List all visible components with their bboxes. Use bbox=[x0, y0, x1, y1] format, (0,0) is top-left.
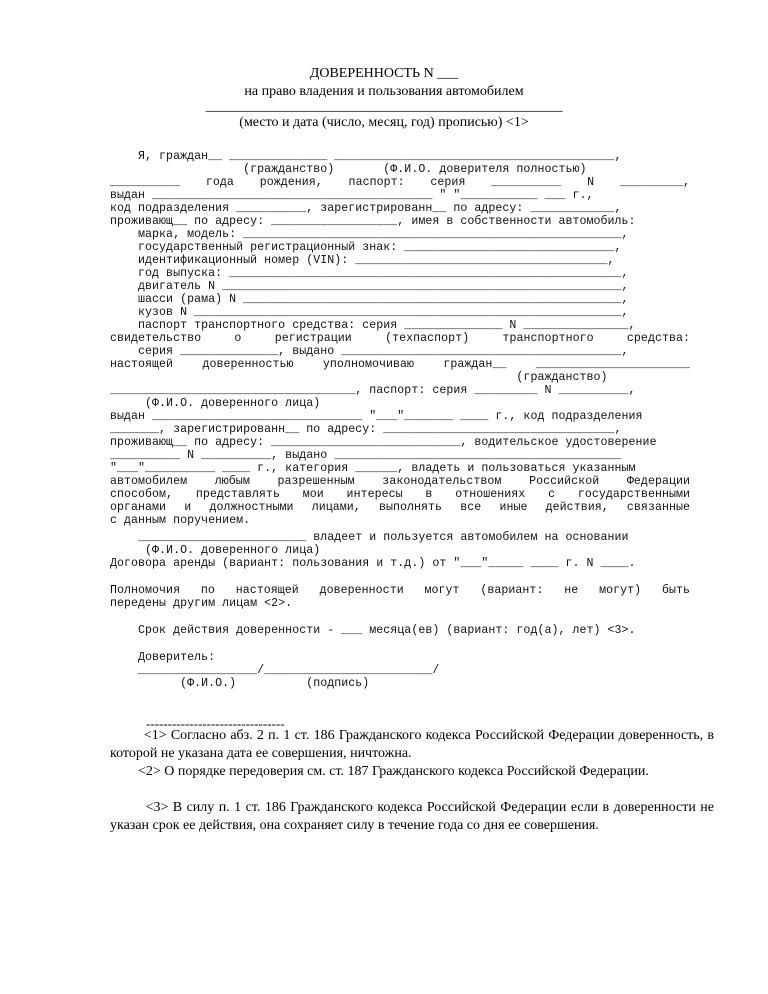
form-line: паспорт транспортного средства: серия ______________ N _______________, bbox=[110, 319, 636, 332]
form-line: Полномочия по настоящей доверенности могут (вариант: не могут) быть bbox=[110, 584, 690, 597]
form-line: органами и должностными лицами, выполнять все иные действия, связанные bbox=[110, 501, 690, 514]
form-line: (гражданство) (Ф.И.О. доверителя полностью) bbox=[110, 163, 587, 176]
footnote: <2> О порядке передоверия см. ст. 187 Гражданского кодекса Российской Федерации. bbox=[110, 764, 649, 779]
form-line: код подразделения __________, зарегистрированн__ по адресу: ____________, bbox=[110, 202, 622, 215]
form-line: _________________/________________________/ bbox=[110, 664, 440, 677]
form-line: (Ф.И.О.) (подпись) bbox=[110, 677, 370, 690]
form-line: проживающ__ по адресу: __________________, имея в собственности автомобиль: bbox=[110, 215, 636, 228]
form-line: год выпуска: ________________________________________________________, bbox=[110, 267, 629, 280]
footnote: <3> В силу п. 1 ст. 186 Гражданского кодекса Российской Федерации если в доверенности не указан срок ее действия, она сохраняет силу в течение года со дня ее совершения. bbox=[110, 800, 718, 833]
form-line: ___________________________________, паспорт: серия _________ N __________, bbox=[110, 384, 636, 397]
form-line: с данным поручением. bbox=[110, 514, 251, 527]
form-line: передены другим лицам <2>. bbox=[110, 597, 293, 610]
form-line: (гражданство) bbox=[110, 371, 608, 384]
form-line: __________ N __________, выдано _________________________________________ bbox=[110, 449, 622, 462]
place-date-blank: ______________________________________________________ bbox=[205, 99, 563, 114]
form-line: двигатель N _________________________________________________________, bbox=[110, 280, 629, 293]
form-line: настоящей доверенностью уполномочиваю граждан__ ______________________ bbox=[110, 358, 690, 371]
form-line: проживающ__ по адресу: ___________________________, водительское удостоверение bbox=[110, 436, 657, 449]
form-line: Я, граждан__ ______________ ________________________________________, bbox=[110, 150, 622, 163]
form-line: Договора аренды (вариант: пользования и т.д.) от "___"_____ ____ г. N ____. bbox=[110, 557, 636, 570]
form-line: "___"__________ ____ г., категория ______, владеть и пользоваться указанным bbox=[110, 462, 636, 475]
form-line: способом, представлять мои интересы в отношениях с государственными bbox=[110, 488, 690, 501]
form-line: свидетельство о регистрации (техпаспорт) транспортного средства: bbox=[110, 332, 690, 345]
form-line: (Ф.И.О. доверенного лица) bbox=[110, 397, 321, 410]
form-line: ________________________ владеет и пользуется автомобилем на основании bbox=[110, 531, 629, 544]
form-line: государственный регистрационный знак: ______________________________, bbox=[110, 241, 622, 254]
form-line: __________ года рождения, паспорт: серия __________ N _________, bbox=[110, 176, 690, 189]
footnote: <1> Согласно абз. 2 п. 1 ст. 186 Гражданского кодекса Российской Федерации доверенность, в которой не указана дата ее совершения, ничтожна. bbox=[110, 728, 718, 761]
form-line: серия ______________, выдано ________________________________________, bbox=[110, 345, 629, 358]
form-line: идентификационный номер (VIN): ____________________________________, bbox=[110, 254, 615, 267]
form-line: выдан ________________________________________ " "___________ ___ г., bbox=[110, 189, 594, 202]
form-line: выдан ______________________________ "___"_______ ____ г., код подразделения bbox=[110, 410, 643, 423]
form-line: кузов N _____________________________________________________________, bbox=[110, 306, 629, 319]
form-line: (Ф.И.О. доверенного лица) bbox=[110, 544, 321, 557]
form-line: марка, модель: ______________________________________________________, bbox=[110, 228, 629, 241]
footnote-separator: -------------------------------- bbox=[146, 716, 285, 731]
form-line: шасси (рама) N ______________________________________________________, bbox=[110, 293, 629, 306]
document-title: ДОВЕРЕННОСТЬ N ___ bbox=[309, 66, 459, 81]
form-line: Доверитель: bbox=[110, 651, 216, 664]
form-line: _______, зарегистрированн__ по адресу: _________________________________, bbox=[110, 423, 622, 436]
form-line: Срок действия доверенности - ___ месяца(ев) (вариант: год(а), лет) <3>. bbox=[110, 624, 636, 637]
document-subtitle: на право владения и пользования автомобилем bbox=[244, 84, 524, 99]
form-line: автомобилем любым разрешенным законодательством Российской Федерации bbox=[110, 475, 690, 488]
place-date-note: (место и дата (число, месяц, год) прописью) <1> bbox=[239, 115, 529, 130]
